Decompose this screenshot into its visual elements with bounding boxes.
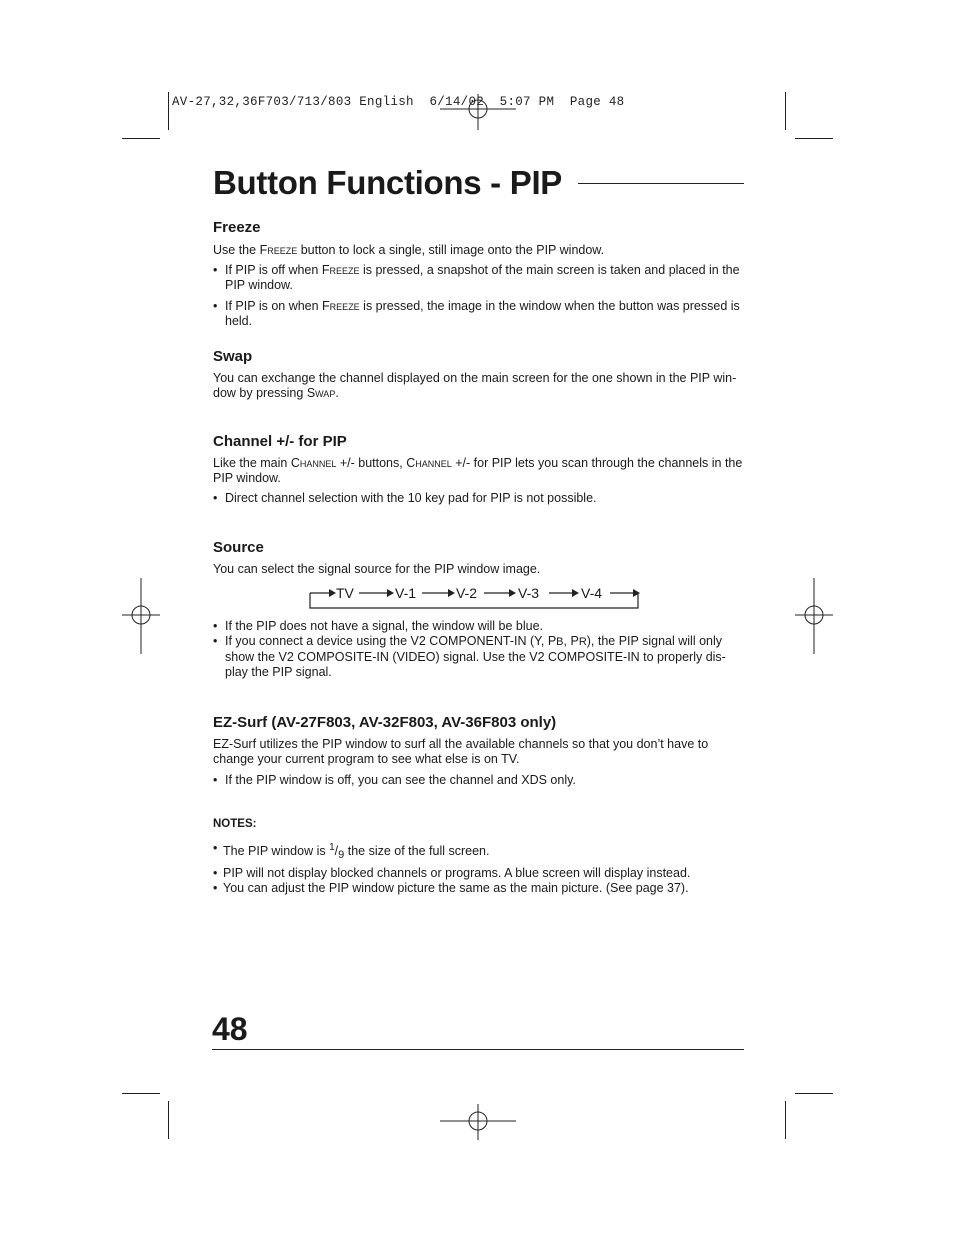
list-item: • The PIP window is $^1$/9 the size of the full screen. — [213, 837, 744, 866]
crop-mark — [122, 138, 160, 139]
section-ezsurf — [213, 714, 744, 788]
text: the size of the full screen. — [344, 844, 490, 858]
text: is pressed, a snapshot of the main screen is taken and placed in the PIP window. — [225, 263, 740, 292]
text: Use the — [213, 243, 260, 257]
source-label-v4: V-4 — [581, 585, 603, 601]
crop-mark — [795, 138, 833, 139]
text: B — [556, 636, 564, 648]
bullet-list — [213, 263, 744, 329]
list-item — [213, 634, 744, 680]
fraction-denominator: 9 — [338, 849, 345, 861]
text: . — [335, 386, 339, 400]
crop-mark — [785, 1101, 786, 1139]
text: If PIP is off when — [225, 263, 322, 277]
section-freeze — [213, 219, 744, 329]
notes-heading: NOTES: — [213, 818, 257, 830]
registration-mark-icon — [122, 578, 160, 654]
button-name: Channel — [406, 456, 452, 470]
paragraph: You can select the signal source for the PIP window image. — [213, 562, 541, 576]
registration-mark-icon — [795, 578, 833, 654]
list-item: • PIP will not display blocked channels or programs. A blue screen will display instead. — [213, 866, 744, 881]
notes-list — [213, 837, 744, 896]
crop-mark — [785, 92, 786, 130]
list-item: • Direct channel selection with the 10 key pad for PIP is not possible. — [213, 491, 744, 506]
text: The PIP window is — [223, 844, 330, 858]
section-heading: Channel +/- for PIP — [213, 433, 347, 450]
crop-mark — [168, 92, 169, 130]
paragraph — [213, 243, 744, 258]
text: +/- for PIP lets you scan through the channels in the PIP window. — [213, 456, 743, 485]
print-slug: AV-27,32,36F703/713/803 English 6/14/02 5:07 PM Page 48 — [172, 95, 625, 109]
text: ), the PIP signal will only show the V2 COMPOSITE-IN (VIDEO) signal. Use the V2 COMPOSITE-IN to properly dis-play the PIP signal. — [225, 634, 726, 679]
bullet-list — [213, 619, 744, 680]
button-name: Freeze — [321, 263, 360, 277]
title-rule — [578, 183, 744, 184]
paragraph: EZ-Surf utilizes the PIP window to surf all the available channels so that you don’t have to change your current program to see what else is on TV. — [213, 737, 709, 766]
crop-mark — [122, 1093, 160, 1094]
bullet-list — [213, 773, 744, 788]
button-name: Swap — [306, 386, 336, 400]
page-title: Button Functions - PIP — [213, 164, 563, 201]
button-name: Channel — [290, 456, 337, 470]
text: +/- buttons, — [336, 456, 407, 470]
section-heading: Source — [213, 539, 264, 556]
source-label-v3: V-3 — [518, 585, 540, 601]
list-item — [213, 299, 744, 329]
section-source — [213, 539, 744, 680]
section-notes — [213, 817, 744, 896]
content — [213, 219, 744, 896]
cycle-arrows-icon — [213, 585, 744, 613]
list-item — [213, 263, 744, 293]
footer-rule — [212, 1049, 744, 1050]
bullet-list — [213, 491, 744, 506]
source-label-v1: V-1 — [395, 585, 417, 601]
paragraph — [213, 456, 744, 486]
text: button to lock a single, still image onto the PIP window. — [297, 243, 605, 257]
section-heading: EZ-Surf (AV-27F803, AV-32F803, AV-36F803 only) — [213, 714, 557, 731]
text: Like the main — [213, 456, 291, 470]
text: , P — [563, 634, 579, 648]
source-label-v2: V-2 — [456, 585, 478, 601]
crop-mark — [795, 1093, 833, 1094]
section-heading: Swap — [213, 348, 253, 365]
page-number: 48 — [212, 1011, 248, 1047]
crop-mark — [168, 1101, 169, 1139]
section-heading: Freeze — [213, 219, 261, 236]
fraction-numerator: 1 — [329, 842, 335, 853]
text: R — [578, 636, 587, 648]
source-cycle-diagram — [213, 585, 744, 613]
text: is pressed, the image in the window when the button was pressed is held. — [225, 299, 740, 328]
text: If PIP is on when — [225, 299, 323, 313]
text: If you connect a device using the V2 COMPONENT-IN (Y, P — [225, 634, 557, 648]
list-item: • If the PIP does not have a signal, the window will be blue. — [213, 619, 744, 634]
button-name: Freeze — [322, 299, 360, 313]
button-name: Freeze — [259, 243, 298, 257]
section-swap — [213, 348, 744, 401]
paragraph — [213, 371, 744, 401]
list-item: • If the PIP window is off, you can see the channel and XDS only. — [213, 773, 744, 788]
registration-mark-icon — [440, 1104, 516, 1140]
section-channel — [213, 433, 744, 506]
source-label-tv: TV — [336, 585, 354, 601]
list-item: • You can adjust the PIP window picture the same as the main picture. (See page 37). — [213, 881, 744, 896]
text: You can exchange the channel displayed on the main screen for the one shown in the PIP win-dow by pressing — [213, 371, 737, 400]
